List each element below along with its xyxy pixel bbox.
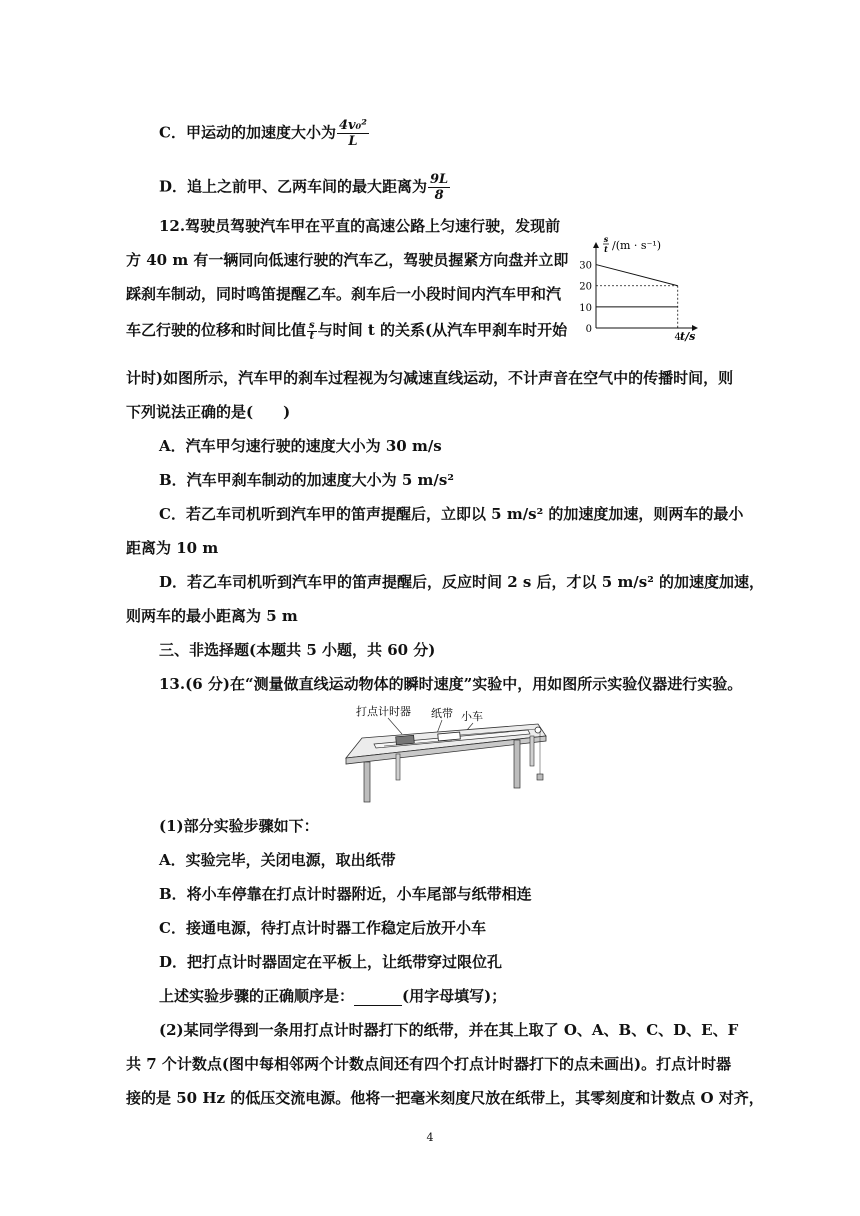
q12-st-graph bbox=[572, 232, 702, 344]
q13-step-c: C．接通电源，待打点计时器工作稳定后放开小车 bbox=[159, 919, 486, 937]
page-number: 4 bbox=[426, 1131, 434, 1144]
q13-order-line bbox=[159, 986, 506, 1006]
table-leg-front-left bbox=[364, 762, 370, 802]
chart-series bbox=[596, 265, 678, 328]
y-tick-label: 0 bbox=[585, 324, 592, 335]
q12-line-2: 方 40 m 有一辆同向低速行驶的汽车乙，驾驶员握紧方向盘并立即 bbox=[126, 251, 569, 269]
q12-option-d-line-1: D．若乙车司机听到汽车甲的笛声提醒后，反应时间 2 s 后，才以 5 m/s² 的加速度加速， bbox=[159, 573, 765, 591]
hanging-weight bbox=[537, 774, 543, 780]
chart-axes bbox=[593, 242, 698, 331]
fraction-denominator: L bbox=[348, 134, 358, 149]
y-tick-label: 30 bbox=[579, 260, 592, 272]
q13-part2-line-1: (2)某同学得到一条用打点计时器打下的纸带，并在其上取了 O、A、B、C、D、E、F bbox=[159, 1021, 739, 1039]
q13-step-d: D．把打点计时器固定在平板上，让纸带穿过限位孔 bbox=[159, 953, 503, 971]
q12-option-d-line-2: 则两车的最小距离为 5 m bbox=[126, 607, 298, 625]
q13-answer-blank[interactable] bbox=[354, 991, 402, 1006]
q13-order-prompt: 上述实验步骤的正确顺序是： bbox=[159, 987, 355, 1005]
leader-timer bbox=[388, 718, 402, 734]
y-axis-arrow bbox=[593, 242, 599, 248]
q11-option-d-text: D．追上之前甲、乙两车间的最大距离为 bbox=[159, 177, 428, 196]
q11-option-d bbox=[159, 172, 451, 203]
q12-option-b: B．汽车甲刹车制动的加速度大小为 5 m/s² bbox=[159, 471, 454, 489]
table-leg-back-right bbox=[530, 736, 534, 766]
label-cart: 小车 bbox=[461, 710, 483, 723]
q12-line-3: 踩刹车制动，同时鸣笛提醒乙车。刹车后一小段时间内汽车甲和汽 bbox=[126, 285, 562, 303]
table-leg-front-right bbox=[514, 740, 520, 788]
q11-option-c-text: C．甲运动的加速度大小为 bbox=[159, 123, 336, 142]
q12-option-c-line-2: 距离为 10 m bbox=[126, 539, 219, 557]
q13-order-hint: (用字母填写)； bbox=[402, 987, 507, 1005]
x-axis-label: t/s bbox=[680, 330, 696, 343]
q12-line-6: 下列说法正确的是( ) bbox=[126, 403, 291, 421]
q12-ratio-fraction bbox=[307, 321, 317, 342]
apparatus-figure bbox=[340, 700, 550, 804]
y-tick-label: 10 bbox=[579, 302, 592, 314]
q13-step-b: B．将小车停靠在打点计时器附近，小车尾部与纸带相连 bbox=[159, 885, 532, 903]
q11-option-c bbox=[159, 118, 370, 149]
series-line bbox=[596, 265, 678, 286]
label-tape: 纸带 bbox=[431, 707, 453, 720]
fraction-numerator: 9L bbox=[430, 172, 449, 187]
fraction-denominator: t bbox=[309, 330, 315, 342]
section-3-heading: 三、非选择题(本题共 5 小题，共 60 分) bbox=[159, 641, 436, 659]
q11-option-d-fraction bbox=[428, 172, 450, 203]
q13-part1-title: (1)部分实验步骤如下： bbox=[159, 817, 319, 835]
q12-line-4-start: 车乙行驶的位移和时间比值 bbox=[126, 321, 307, 339]
y-tick-label: 20 bbox=[579, 281, 592, 293]
table-leg-back-left bbox=[396, 754, 400, 780]
q12-line-1: 12.驾驶员驾驶汽车甲在平直的高速公路上匀速行驶，发现前 bbox=[159, 217, 561, 235]
cart bbox=[438, 732, 461, 741]
q13-part2-line-2: 共 7 个计数点(图中每相邻两个计数点间还有四个打点计时器打下的点未画出)。打点计时器 bbox=[126, 1055, 732, 1073]
y-axis-label-unit: /(m · s⁻¹) bbox=[612, 239, 662, 252]
q12-option-a: A．汽车甲匀速行驶的速度大小为 30 m/s bbox=[159, 437, 442, 455]
fraction-numerator: s bbox=[309, 319, 315, 331]
q13-intro: 13.(6 分)在“测量做直线运动物体的瞬时速度”实验中，用如图所示实验仪器进行实验。 bbox=[159, 675, 743, 693]
q13-part2-line-3: 接的是 50 Hz 的低压交流电源。他将一把毫米刻度尺放在纸带上，其零刻度和计数点 O 对齐， bbox=[126, 1089, 764, 1107]
q12-line-5: 计时)如图所示，汽车甲的刹车过程视为匀减速直线运动，不计声音在空气中的传播时间，则 bbox=[126, 369, 734, 387]
fraction-denominator: 8 bbox=[434, 188, 444, 203]
q12-option-c-line-1: C．若乙车司机听到汽车甲的笛声提醒后，立即以 5 m/s² 的加速度加速，则两车的最小 bbox=[159, 505, 744, 523]
label-timer: 打点计时器 bbox=[356, 705, 411, 718]
fraction-numerator: 4v₀² bbox=[338, 118, 367, 133]
q11-option-c-fraction bbox=[337, 118, 369, 149]
y-axis-label-num: s bbox=[603, 234, 609, 244]
x-tick-label: 4 bbox=[674, 332, 681, 343]
q13-step-a: A．实验完毕，关闭电源，取出纸带 bbox=[159, 851, 396, 869]
q12-line-4 bbox=[126, 320, 567, 342]
q12-line-4-end: 与时间 t 的关系(从汽车甲刹车时开始 bbox=[317, 321, 568, 339]
y-axis-label-den: t bbox=[604, 244, 608, 254]
